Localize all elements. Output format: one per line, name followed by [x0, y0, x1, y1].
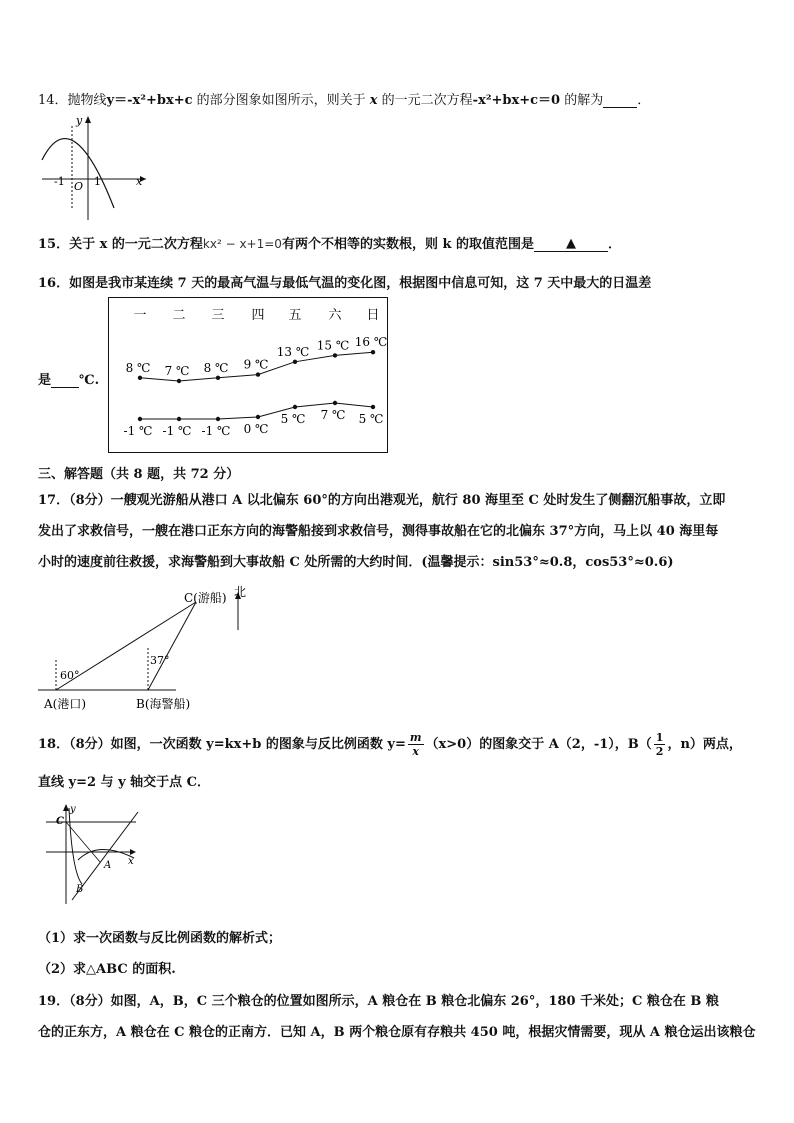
low-label-4: 5 ℃ — [280, 412, 306, 426]
q18-fraction-m-over-x: $\frac{m}{x}$ — [409, 731, 422, 758]
q15-answer-blank: ▲ — [534, 236, 608, 252]
low-label-6: 5 ℃ — [358, 412, 384, 426]
day-label-0: 一 — [133, 308, 147, 323]
section-title: 三、解答题（共 8 题，共 72 分） — [38, 467, 240, 482]
high-point-3 — [256, 372, 260, 376]
low-label-1: -1 ℃ — [162, 424, 192, 438]
low-point-6 — [371, 405, 375, 409]
high-label-2: 8 ℃ — [203, 360, 229, 375]
day-label-4: 五 — [288, 308, 302, 323]
high-label-3: 9 ℃ — [243, 357, 269, 372]
q16-text-line1: 16．如图是我市某连续 7 天的最高气温与最低气温的变化图，根据图中信息可知，这 7 天中最大的日温差 — [38, 276, 652, 291]
low-point-5 — [333, 401, 337, 405]
low-label-2: -1 ℃ — [201, 424, 231, 438]
q14-1-label: 1 — [94, 175, 101, 188]
q18-b-label: B — [76, 884, 84, 895]
low-point-4 — [293, 405, 297, 409]
q18-inverse-function — [69, 808, 134, 884]
q16-answer-blank — [51, 372, 79, 388]
day-label-3: 四 — [251, 308, 265, 323]
q19-line2: 仓的正东方，A 粮仓在 C 粮仓的正南方．已知 A，B 两个粮仓原有存粮共 450 吨，根据灾情需要，现从 A 粮仓运出该粮仓 — [38, 1025, 756, 1040]
q17-label-c: C(游船) — [184, 591, 227, 605]
q18-sub1: （1）求一次函数与反比例函数的解析式； — [38, 931, 282, 946]
q14-answer-blank — [603, 92, 637, 108]
q17-label-37: 37° — [150, 654, 170, 667]
q17-line1: 17．（8分）一艘观光游船从港口 A 以北偏东 60°的方向出港观光，航行 80 海里至 C 处时发生了侧翻沉船事故，立即 — [38, 493, 726, 508]
day-label-6: 日 — [366, 308, 380, 323]
low-point-0 — [138, 417, 142, 421]
low-label-5: 7 ℃ — [320, 408, 346, 422]
q14-origin-label: O — [74, 180, 84, 193]
q17-line2: 发出了求救信号，一艘在港口正东方向的海警船接到求救信号，测得事故船在它的北偏东 37°方向，马上以 40 海里每 — [38, 524, 719, 539]
day-label-1: 二 — [172, 308, 186, 323]
q18-line1: 18．（8分）如图，一次函数 y=kx+b 的图象与反比例函数 y= $\frac{m}{x}$ （x>0）的图象交于 A（2，-1），B（ $\frac{1}{2}$ ，n）两点， — [38, 731, 742, 758]
q18-fraction-half: $\frac{1}{2}$ — [655, 731, 664, 758]
q18-y-axis-arrow — [63, 804, 69, 811]
day-label-2: 三 — [211, 308, 225, 323]
q18-x-label: x — [128, 856, 134, 867]
q14-neg1-label: -1 — [54, 175, 65, 188]
high-point-1 — [177, 379, 181, 383]
q18-x-axis-arrow — [130, 849, 136, 855]
high-label-5: 15 ℃ — [316, 338, 350, 353]
low-label-3: 0 ℃ — [243, 422, 269, 436]
q18-a-label: A — [104, 860, 112, 871]
q18-function-graph — [42, 800, 146, 908]
q14-parabola-graph — [36, 112, 156, 224]
high-point-0 — [138, 376, 142, 380]
low-point-2 — [216, 417, 220, 421]
low-label-0: -1 ℃ — [123, 424, 153, 438]
q17-label-a: A(港口) — [44, 697, 87, 711]
high-label-1: 7 ℃ — [164, 364, 190, 378]
high-point-5 — [333, 353, 337, 357]
q18-y-label: y — [70, 804, 76, 815]
q17-label-60: 60° — [60, 669, 80, 682]
day-label-5: 六 — [328, 308, 342, 323]
q19-line1: 19．（8分）如图，A，B，C 三个粮仓的位置如图所示，A 粮仓在 B 粮仓北偏东 26°，180 千米处；C 粮仓在 B 粮 — [38, 994, 719, 1009]
high-point-6 — [371, 350, 375, 354]
high-point-2 — [216, 376, 220, 380]
low-point-3 — [256, 415, 260, 419]
high-label-0: 8 ℃ — [125, 360, 151, 375]
q15-text: 15．关于 x 的一元二次方程kx² − x+1=0有两个不相等的实数根，则 k 的取值范围是 ▲ ． — [38, 236, 622, 252]
q18-c-label: C — [56, 816, 64, 827]
q15-equation: kx² − x+1=0 — [202, 237, 282, 251]
q17-label-b: B(海警船) — [136, 697, 191, 711]
q18-sub2: （2）求△ABC 的面积. — [38, 962, 176, 977]
q14-y-axis-arrow — [85, 116, 91, 123]
q17-label-north: 北 — [234, 585, 247, 599]
temperature-chart — [108, 297, 388, 453]
q14-parabola — [42, 139, 114, 208]
q17-line-bc — [148, 602, 196, 690]
low-point-1 — [177, 417, 181, 421]
q14-x-label: x — [136, 175, 143, 188]
q17-figure — [36, 582, 256, 716]
q14-y-label: y — [76, 114, 83, 127]
q14-text: 14．抛物线y＝-x²+bx+c 的部分图象如图所示，则关于 x 的一元二次方程-x²+bx+c＝0 的解为 ． — [38, 93, 651, 108]
q18-line2: 直线 y=2 与 y 轴交于点 C． — [38, 775, 211, 790]
high-point-4 — [293, 360, 297, 364]
high-label-4: 13 ℃ — [276, 344, 310, 359]
high-label-6: 16 ℃ — [354, 335, 388, 350]
q16-text-line2: 是 ℃. — [38, 373, 100, 388]
q17-line3: 小时的速度前往救援，求海警船到大事故船 C 处所需的大约时间．(温馨提示：sin53°≈0.8，cos53°≈0.6) — [38, 555, 674, 570]
